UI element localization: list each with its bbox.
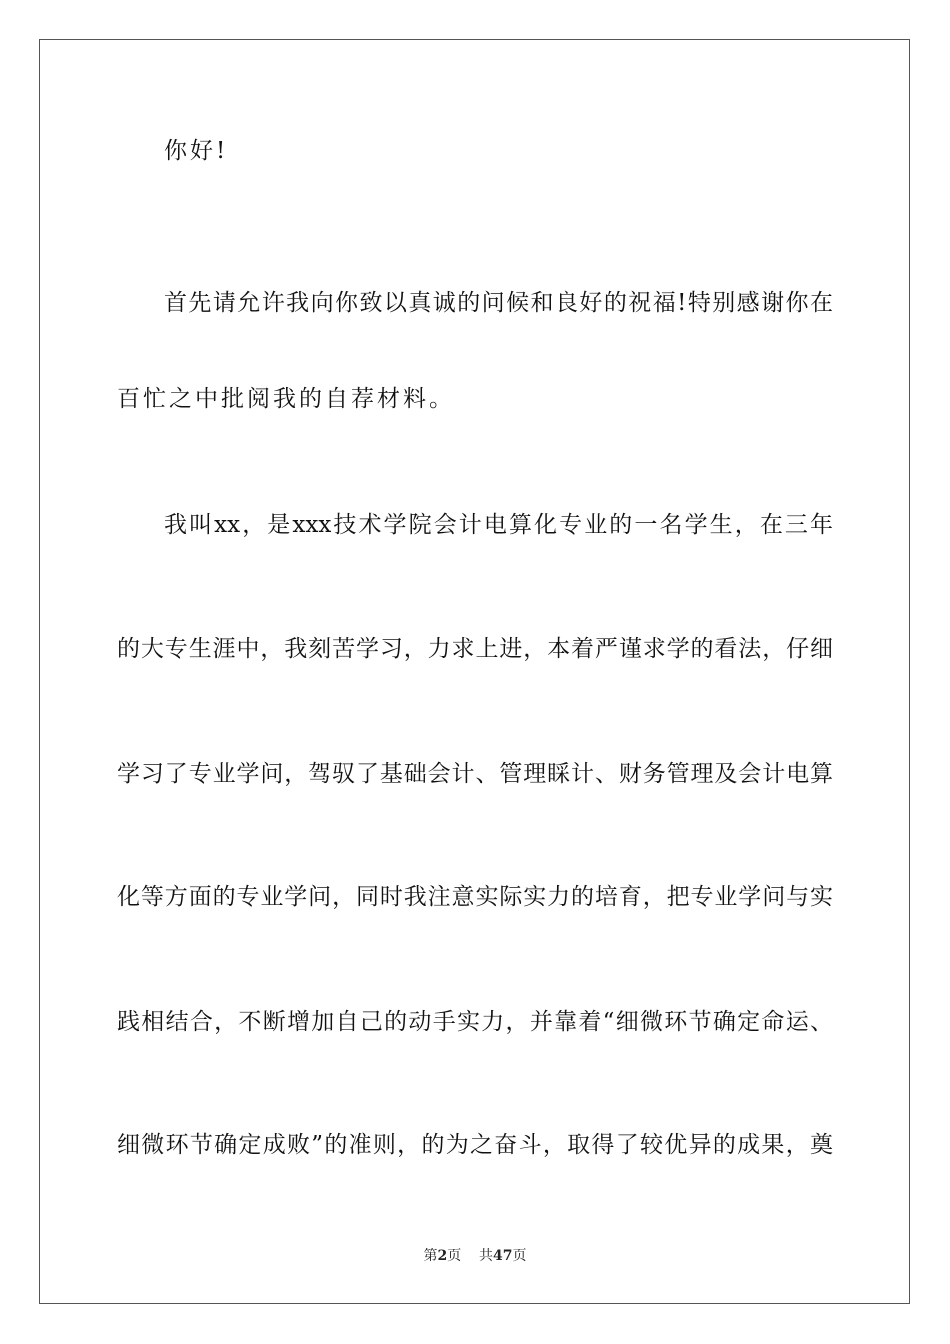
total-suffix: 页 — [512, 1248, 527, 1264]
paragraph-line: 化等方面的专业学问，同时我注意实际实力的培育，把专业学问与实 — [117, 884, 833, 910]
page-footer — [0, 1247, 950, 1265]
paragraph-line: 我叫xx，是xxx技术学院会计电算化专业的一名学生，在三年 — [164, 512, 833, 538]
paragraph-line: 的大专生涯中，我刻苦学习，力求上进，本着严谨求学的看法，仔细 — [117, 636, 833, 662]
page-frame — [39, 39, 910, 1304]
paragraph-line: 百忙之中批阅我的自荐材料。 — [117, 386, 455, 412]
paragraph-line: 首先请允许我向你致以真诚的问候和良好的祝福!特别感谢你在 — [164, 290, 833, 316]
greeting-line: 你好! — [164, 138, 229, 164]
page-suffix: 页 — [447, 1248, 462, 1264]
total-pages: 47 — [493, 1248, 513, 1264]
page-number: 2 — [437, 1248, 448, 1264]
paragraph-line: 学习了专业学问，驾驭了基础会计、管理睬计、财务管理及会计电算 — [117, 761, 833, 787]
paragraph-line: 细微环节确定成败”的准则，的为之奋斗，取得了较优异的成果，奠 — [117, 1132, 833, 1158]
total-prefix: 共 — [479, 1248, 494, 1264]
page-prefix: 第 — [423, 1248, 438, 1264]
paragraph-line: 践相结合，不断增加自己的动手实力，并靠着“细微环节确定命运、 — [117, 1009, 833, 1035]
